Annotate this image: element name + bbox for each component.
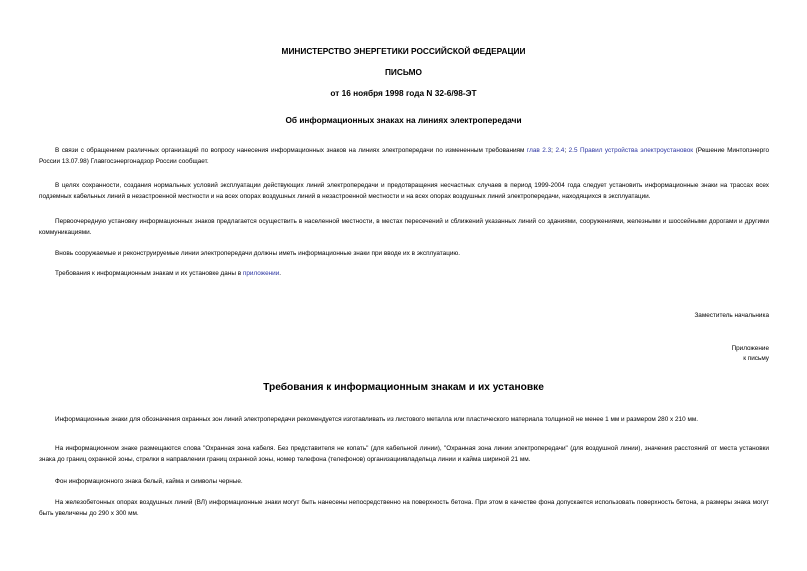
link-electrical-installation-rules[interactable]: Правил устройства электроустановок [580,147,694,154]
letter-paragraph-5: Требования к информационным знакам и их установке даны в приложении. [55,270,282,277]
letter-paragraph-4: Вновь сооружаемые и реконструируемые линии электропередачи должны иметь информационные знаки при вводе их в эксплуатацию. [55,250,461,257]
appendix-to-letter: к письму [743,355,769,362]
ministry-heading: МИНИСТЕРСТВО ЭНЕРГЕТИКИ РОССИЙСКОЙ ФЕДЕРАЦИИ [281,46,526,56]
signature-title: Заместитель начальника [694,312,769,319]
appendix-paragraph-4: На железобетонных опорах воздушных линий (ВЛ) информационные знаки могут быть нанесены непосредственно на поверхность бетона. При этом в качестве фона допускается использовать поверхность бетона, а размеры знака могут быть увеличены до 290 х 300 мм. [39,499,769,518]
link-chapter-2-4[interactable]: 2.4 [555,147,565,154]
link-chapter-2-3[interactable]: глав 2.3 [526,147,552,154]
appendix-label: Приложение [731,345,769,352]
appendix-paragraph-2: На информационном знаке размещаются слова "Охранная зона кабеля. Без представителя не копать" (для кабельной линии), "Охранная зона линии электропередачи" (для воздушной линии), значения расстояний от места установки знака до границ охранной зоны, стрелки в направлении границ охранной зоны, номер телефона (телефонов) организациивладельца линии и кайма шириной 21 мм. [39,445,769,464]
link-chapter-2-5[interactable]: 2.5 [568,147,578,154]
appendix-title: Требования к информационным знакам и их установке [263,382,544,393]
date-number-heading: от 16 ноября 1998 года N 32-6/98-ЭТ [330,88,477,98]
appendix-paragraph-3: Фон информационного знака белый, кайма и символы черные. [55,478,243,485]
letter-paragraph-2: В целях сохранности, создания нормальных условий эксплуатации действующих линий электропередачи и предотвращения несчастных случаев в период 1999-2004 года следует установить информационные знаки на трассах всех подземных кабельных линий в незастроенной местности и на всех опорах воздушных линий в незастроенной местности и на всех опорах воздушных линий электропередачи, находящихся в эксплуатации. [39,182,769,201]
subject-heading: Об информационных знаках на линиях электропередачи [285,115,522,125]
link-appendix[interactable]: приложении [242,270,280,277]
letter-paragraph-1: В связи с обращением различных организаций по вопросу нанесения информационных знаков на линиях электропередачи по измененным требованиям глав 2.3; 2.4; 2.5 Правил устройства электроустановок (Решение Минтопэнерго России 13.07.98) Главгосэнергонадзор России сообщает. [39,147,770,166]
document-type-heading: ПИСЬМО [384,67,423,77]
appendix-paragraph-1: Информационные знаки для обозначения охранных зон линий электропередачи рекомендуется изготавливать из листового металла или пластического материала толщиной не менее 1 мм и размером 280 х 210 мм. [55,416,699,423]
letter-paragraph-3: Первоочередную установку информационных знаков предлагается осуществить в населенной местности, в местах пересечений и сближений указанных линий со зданиями, сооружениями, железными и шоссейными дорогами и другими коммуникациями. [39,218,769,237]
